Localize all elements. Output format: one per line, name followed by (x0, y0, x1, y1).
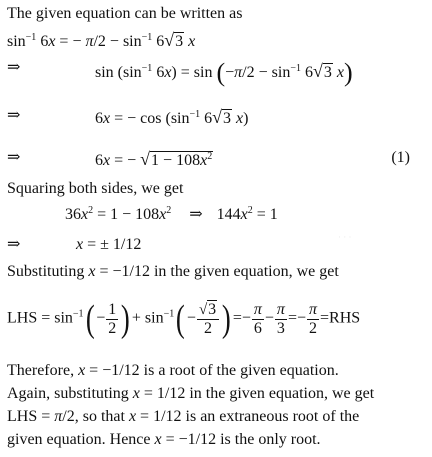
intro-line: The given equation can be written as (7, 5, 243, 22)
scan-mark: · · · (338, 232, 352, 242)
equation-line-5: $36x^2 = 1 - 108x^2$ ⇒ $144x^2 = 1$ (65, 205, 278, 223)
fraction-root3-half: $\frac{√3}{2}$ (197, 300, 219, 337)
equation-number: (1) (391, 149, 410, 166)
squaring-line: Squaring both sides, we get (7, 180, 184, 197)
substitution-line: Substituting x = −1/12 in the given equation, we get (7, 263, 339, 280)
conclusion-line-3: LHS = π/2, so that x = 1/12 is an extraneous root of the (7, 408, 360, 425)
implies-arrow: ⇒ (7, 107, 21, 124)
fraction-pi-2: $\frac{\pi}{2}$ (308, 300, 317, 337)
fraction-half: $\frac{1}{2}$ (108, 300, 117, 337)
implies-arrow: ⇒ (189, 206, 203, 223)
implies-arrow: ⇒ (7, 59, 21, 76)
equation-line-1: $\sin^{-1} 6x$ = − $\pi/2 - \sin^{-1} 6√3$ x (7, 30, 196, 50)
lhs-equation: LHS = $\sin^{-1}$( − $\frac{1}{2}$ ) + $\sin^{-1}$( − $\frac{√3}{2}$ ) =− $\frac{\pi}{6}$ − $\frac{\pi}{3}$ =− $\frac{\pi}{2}$ =RHS (7, 298, 361, 340)
implies-arrow: ⇒ (7, 236, 21, 253)
implies-arrow: ⇒ (7, 149, 21, 166)
conclusion-line-1: Therefore, x = −1/12 is a root of the given equation. (7, 362, 339, 379)
fraction-pi-6: $\frac{\pi}{6}$ (253, 300, 262, 337)
conclusion-line-2: Again, substituting x = 1/12 in the given equation, we get (7, 385, 375, 402)
fraction-pi-3: $\frac{\pi}{3}$ (276, 300, 285, 337)
conclusion-line-4: given equation. Hence x = −1/12 is the only root. (7, 431, 321, 448)
